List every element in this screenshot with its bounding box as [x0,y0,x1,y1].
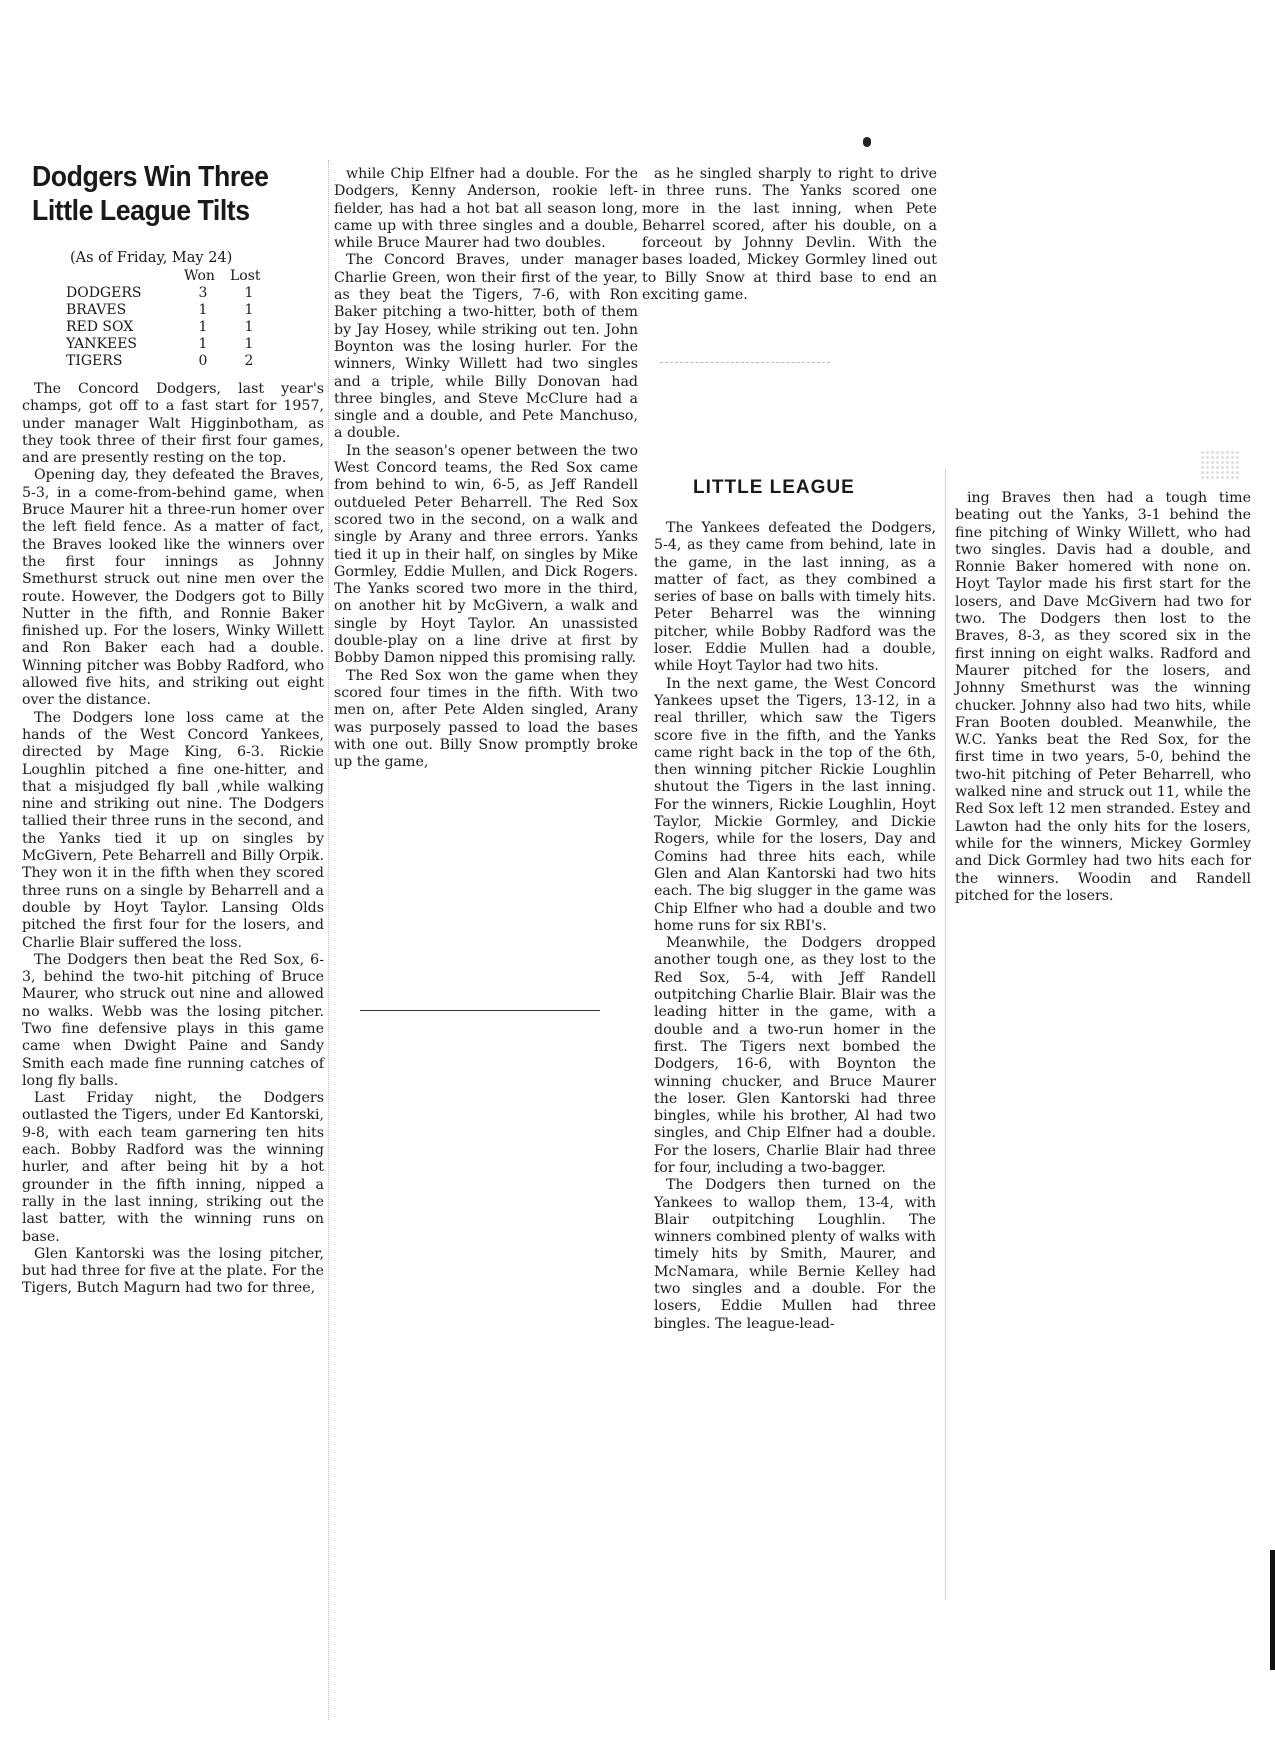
standings-date: (As of Friday, May 24) [70,250,233,266]
team-lost: 1 [244,302,254,318]
article1-column-3 [642,166,937,304]
team-name: TIGERS [66,353,123,369]
article2-column-2 [955,490,1251,905]
paragraph: as he singled sharply to right to drive in three runs. The Yanks scored one more in the last inning, when Pete Beharrel scored, after his double, on a forceout by Johnny Devlin. With the bases loaded, Mickey Gormley lined out to Billy Snow at third base to end an exciting game. [642,166,937,304]
column-end-rule [360,1010,600,1011]
paragraph: while Chip Elfner had a double. For the Dodgers, Kenny Anderson, rookie left-fielder, has had a hot bat all season long, came up with three singles and a double, while Bruce Maurer had two doubles. [334,166,638,252]
team-won: 1 [198,319,208,335]
column-divider [945,470,946,1600]
paragraph: The Dodgers then beat the Red Sox, 6-3, behind the two-hit pitching of Bruce Maurer, who struck out nine and allowed no walks. Webb was the losing pitcher. Two fine defensive plays in this game came when Dwight Paine and Sandy Smith each made fine running catches of long fly balls. [22,951,324,1089]
table-row [62,285,272,302]
paragraph: In the next game, the West Concord Yankees upset the Tigers, 13-12, in a real thriller, which saw the Tigers score five in the fifth, and the Yanks came right back in the top of the 6th, then winning pitcher Rickie Loughlin shutout the Tigers in the last inning. For the winners, Rickie Loughlin, Hoyt Taylor, Mickie Gormley, and Dickie Rogers, while for the losers, Day and Comins had three hits each, while Glen and Alan Kantorski had two hits each. The big slugger in the game was Chip Elfner who had a double and two home runs for six RBI's. [654,675,936,934]
table-row [62,336,272,353]
paragraph: ing Braves then had a tough time beating out the Yanks, 3-1 behind the fine pitching of Winky Willett, who had two singles. Davis had a double, and Ronnie Baker homered with none on. Hoyt Taylor made his first start for the losers, and Dave McGivern had two for two. The Dodgers then lost to the Braves, 8-3, as they scored six in the first inning on eight walks. Radford and Maurer pitched for the losers, and Johnny Smethurst was the winning chucker. Johnny also had two hits, while Fran Booten doubled. Meanwhile, the W.C. Yanks beat the Red Sox, for the first time in two years, 5-0, behind the two-hit pitching of Peter Beharrell, who walked nine and struck out 11, while the Red Sox left 12 men stranded. Estey and Lawton had the only hits for the losers, while for the winners, Mickey Gormley and Dick Gormley had two hits each for the winners. Woodin and Randell pitched for the losers. [955,490,1251,904]
article1-column-1 [22,381,324,1298]
paragraph: Meanwhile, the Dodgers dropped another tough one, as they lost to the Red Sox, 5-4, with Jeff Randell outpitching Charlie Blair. Blair was the leading hitter in the game, with a double and a two-run homer in the first. The Tigers next bombed the Dodgers, 16-6, with Boynton the winning chucker, and Bruce Maurer the loser. Glen Kantorski had three bingles, while his brother, Al had two singles, and Chip Elfner had a double. For the losers, Charlie Blair had three for four, including a two-bagger. [654,935,936,1176]
article2-column-1 [654,520,936,1333]
paragraph: The Dodgers then turned on the Yankees to wallop them, 13-4, with Blair outpitching Loughlin. The winners combined plenty of walks with timely hits by Smith, Maurer, and McNamara, while Bernie Kelley had two singles and a double. For the losers, Eddie Mullen had three bingles. The league-lead- [654,1177,936,1332]
scan-edge-mark [1270,1550,1275,1670]
team-lost: 1 [244,319,254,335]
paper-specks [1200,450,1240,480]
article2-title: LITTLE LEAGUE [693,477,855,498]
paragraph: The Concord Dodgers, last year's champs, got off to a fast start for 1957, under manager Walt Higginbotham, as they took three of their first four games, and are presently resting on the top. [22,381,324,467]
article-headline: Dodgers Win Three Little League Tilts [32,161,269,227]
team-lost: 1 [244,285,254,301]
team-won: 1 [198,302,208,318]
team-name: RED SOX [66,319,134,335]
team-won: 1 [198,336,208,352]
standings-header-won: Won [184,268,215,284]
team-name: DODGERS [66,285,142,301]
table-row [62,302,272,319]
ink-spot [863,137,871,147]
paragraph: The Yankees defeated the Dodgers, 5-4, as they came from behind, late in the game, in the last inning, as a matter of fact, as they combined a series of base on balls with timely hits. Peter Beharrel was the winning pitcher, while Bobby Radford was the loser. Eddie Mullen had a double, while Hoyt Taylor had two hits. [654,520,936,675]
table-row [62,353,272,370]
team-name: BRAVES [66,302,127,318]
paragraph: Glen Kantorski was the losing pitcher, but had three for five at the plate. For the Tigers, Butch Magurn had two for three, [22,1245,324,1297]
paragraph: In the season's opener between the two West Concord teams, the Red Sox came from behind to win, 6-5, as Jeff Randell outdueled Peter Beharrell. The Red Sox scored two in the second, on a walk and single by Arany and three errors. Yanks tied it up in their half, on singles by Mike Gormley, Eddie Mullen, and Dick Rogers. The Yanks scored two more in the third, on another hit by McGivern, a walk and single by Hoyt Taylor. An unassisted double-play on a line drive at first by Bobby Damon nipped this promising rally. [334,442,638,667]
paragraph: Last Friday night, the Dodgers outlasted the Tigers, under Ed Kantorski, 9-8, with each team garnering ten hits each. Bobby Radford was the winning hurler, and after being hit by a hot grounder in the fifth inning, nipped a rally in the last inning, striking out the last batter, with the winning runs on base. [22,1090,324,1245]
paragraph: The Red Sox won the game when they scored four times in the fifth. With two men on, after Pete Alden singled, Arany was purposely passed to load the bases with one out. Billy Snow promptly broke up the game, [334,667,638,771]
table-row [62,319,272,336]
paragraph: The Concord Braves, under manager Charlie Green, won their first of the year, as they beat the Tigers, 7-6, with Ron Baker pitching a two-hitter, both of them by Jay Hosey, while striking out ten. John Boynton was the losing hurler. For the winners, Winky Willett had two singles and a triple, while Billy Donovan had three bingles, and Steve McClure had a single and a double, and Pete Manchuso, a double. [334,252,638,442]
paragraph: Opening day, they defeated the Braves, 5-3, in a come-from-behind game, when Bruce Maurer hit a three-run homer over the left field fence. As a matter of fact, the Braves looked like the winners over the first four innings as Johnny Smethurst struck out nine men over the route. However, the Dodgers got to Billy Nutter in the fifth, and Ronnie Baker finished up. For the losers, Winky Willett and Ron Baker each had a double. Winning pitcher was Bobby Radford, who allowed five hits, and striking out eight over the distance. [22,467,324,709]
standings-table [62,268,272,370]
team-name: YANKEES [66,336,138,352]
article1-column-2 [334,166,638,771]
team-won: 3 [198,285,208,301]
column-divider [328,160,329,1720]
team-lost: 1 [244,336,254,352]
standings-header-row [62,268,272,285]
team-lost: 2 [244,353,254,369]
article-end-rule [660,362,830,363]
team-won: 0 [198,353,208,369]
paragraph: The Dodgers lone loss came at the hands of the West Concord Yankees, directed by Mage King, 6-3. Rickie Loughlin pitched a fine one-hitter, and that a misjudged fly ball ,while walking nine and striking out nine. The Dodgers tallied their three runs in the second, and the Yanks tied it up on singles by McGivern, Pete Beharrell and Billy Orpik. They won it in the fifth when they scored three runs on a single by Beharrell and a double by Hoyt Taylor. Lansing Olds pitched the first four for the losers, and Charlie Blair suffered the loss. [22,709,324,951]
standings-header-lost: Lost [230,268,261,284]
standings-header-team [62,268,180,285]
